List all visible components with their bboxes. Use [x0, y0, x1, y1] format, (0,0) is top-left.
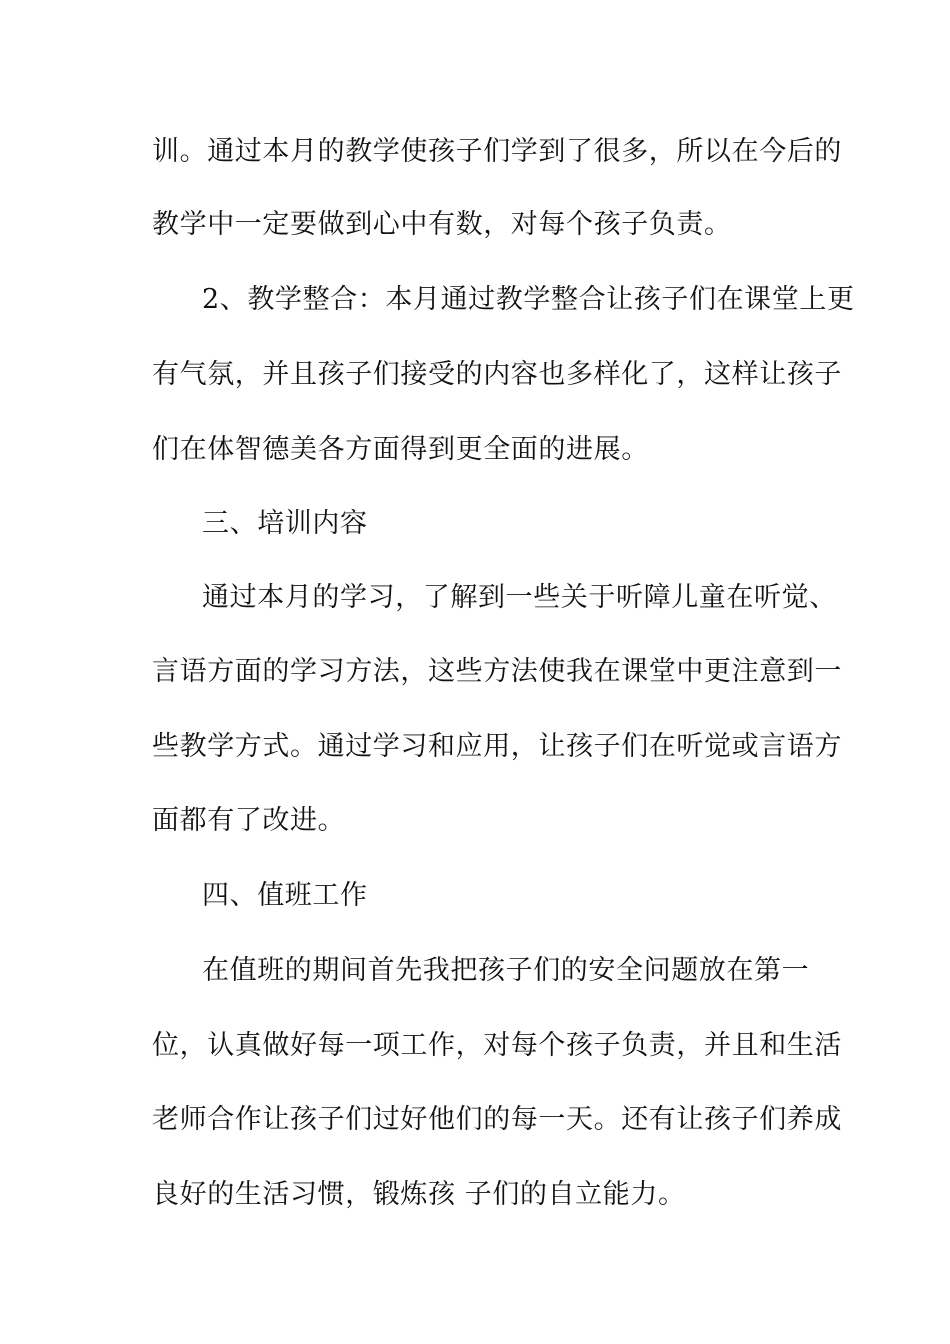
paragraph-start-line: 在值班的期间首先我把孩子们的安全问题放在第一 [202, 955, 810, 986]
text-line: 们在体智德美各方面得到更全面的进展。 [152, 434, 649, 465]
section-heading-duty: 四、值班工作 [202, 880, 368, 911]
text-line: 教学中一定要做到心中有数，对每个孩子负责。 [152, 209, 732, 240]
text-line: 良好的生活习惯，锻炼孩 子们的自立能力。 [152, 1179, 686, 1210]
text-line: 面都有了改进。 [152, 805, 346, 836]
text-line: 些教学方式。通过学习和应用，让孩子们在听觉或言语方 [152, 731, 842, 762]
paragraph-start-line: 通过本月的学习，了解到一些关于听障儿童在听觉、 [202, 582, 837, 613]
text-line: 训。通过本月的教学使孩子们学到了很多，所以在今后的 [152, 136, 842, 167]
text-line: 有气氛，并且孩子们接受的内容也多样化了，这样让孩子 [152, 359, 842, 390]
text-line: 老师合作让孩子们过好他们的每一天。还有让孩子们养成 [152, 1104, 842, 1135]
text-line: 言语方面的学习方法，这些方法使我在课堂中更注意到一 [152, 656, 842, 687]
section-heading-training: 三、培训内容 [202, 508, 368, 539]
section-2-heading-line: 2、教学整合：本月通过教学整合让孩子们在课堂上更 [202, 284, 855, 315]
text-line: 位，认真做好每一项工作，对每个孩子负责，并且和生活 [152, 1030, 842, 1061]
